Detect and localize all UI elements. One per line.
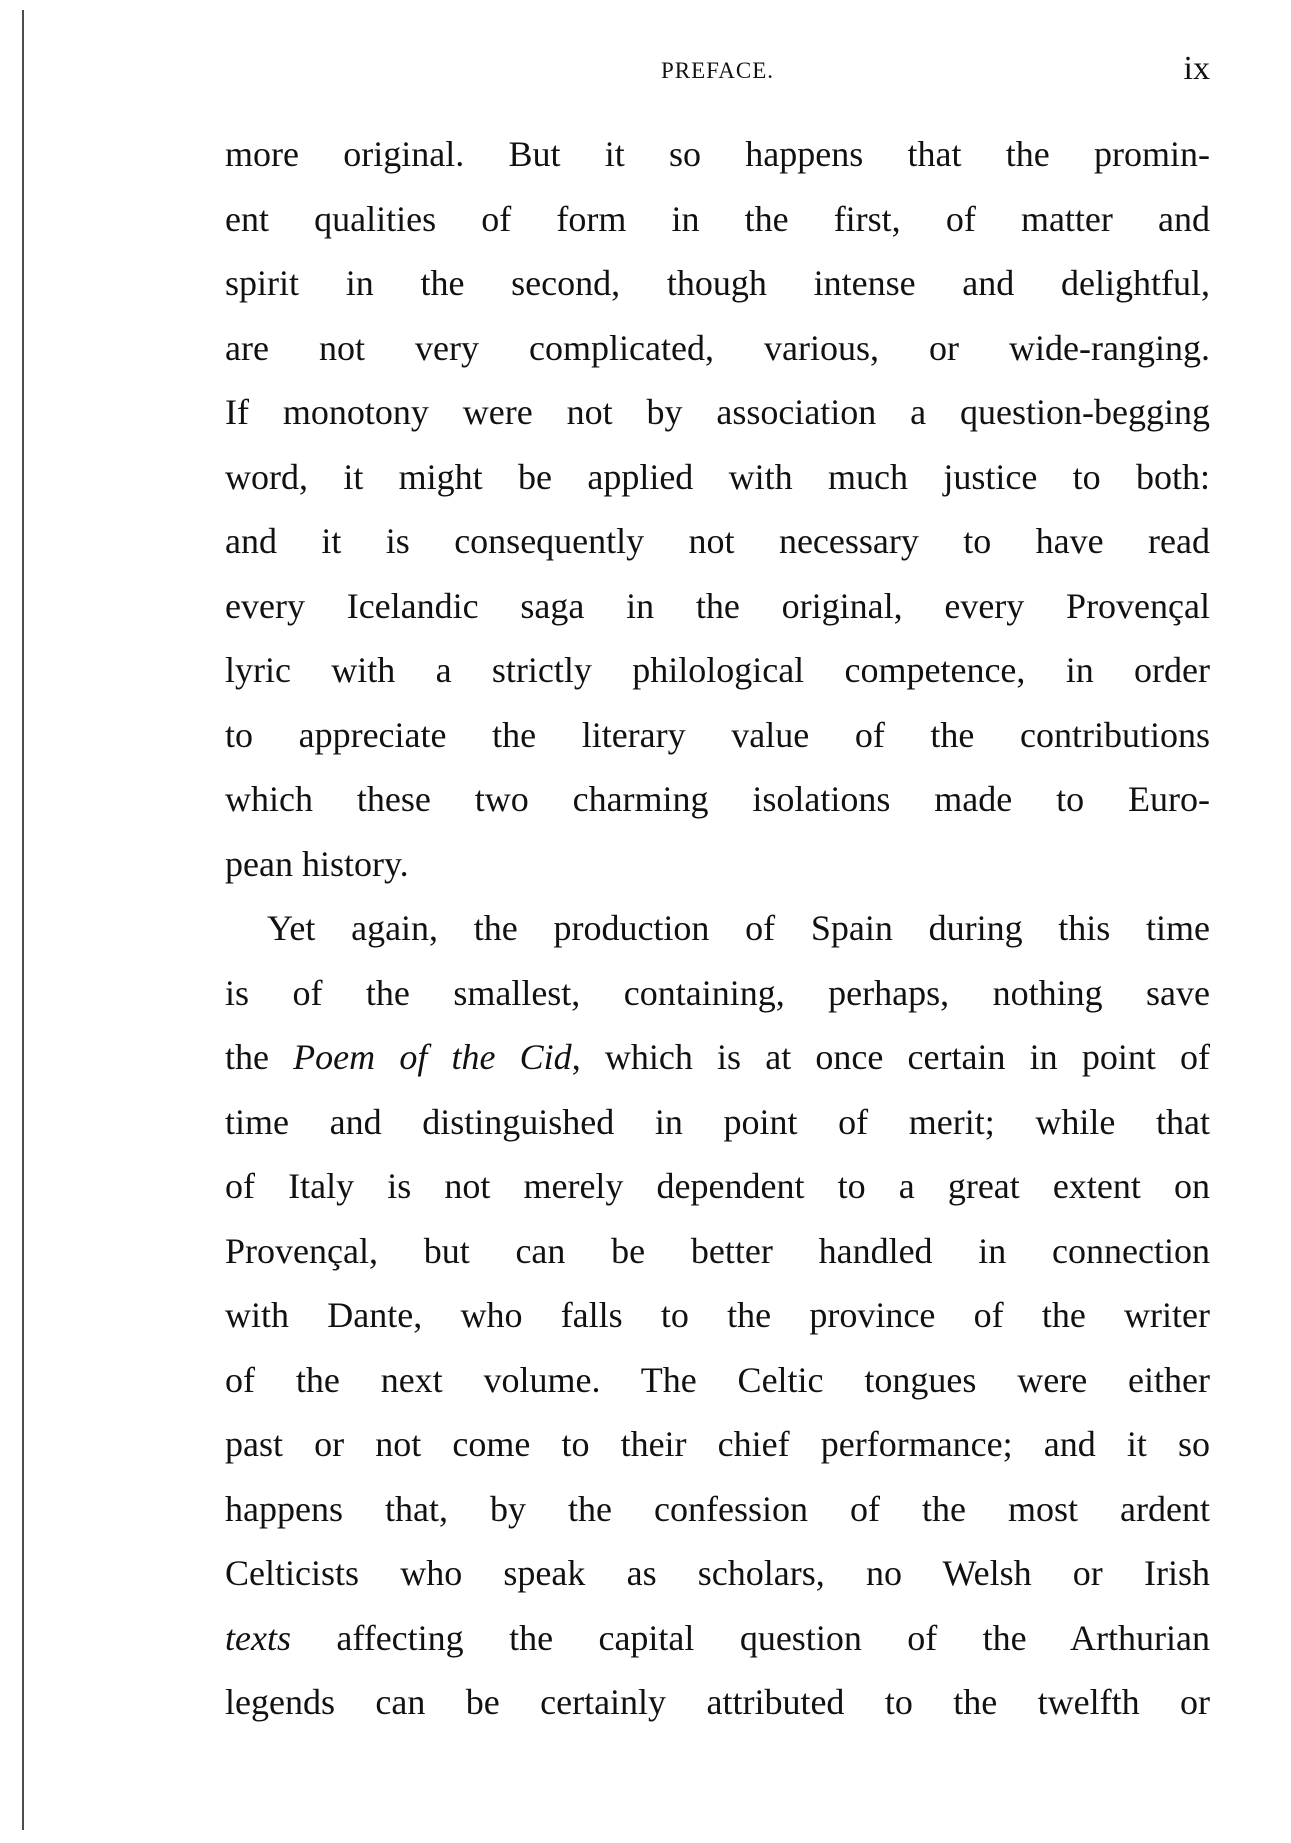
page-header xyxy=(225,50,1210,90)
text-line: past or not come to their chief performance; and it so xyxy=(225,1424,1210,1464)
text-line: happens that, by the confession of the most ardent xyxy=(225,1488,1210,1529)
text-line: and it is consequently not necessary to have read xyxy=(225,521,1210,561)
page-binding-edge xyxy=(22,10,24,1830)
text-line: Provençal, but can be better handled in connection xyxy=(225,1230,1210,1271)
text-line: Celticists who speak as scholars, no Welsh or Irish xyxy=(225,1553,1210,1593)
text-line: If monotony were not by association a question-begging xyxy=(225,392,1210,432)
text-line: is of the smallest, containing, perhaps, nothing save xyxy=(225,972,1210,1013)
paragraph xyxy=(225,122,1210,896)
text-segment: , which is at once certain in point of xyxy=(571,1037,1210,1077)
text-line: pean history. xyxy=(225,843,409,884)
text-line xyxy=(225,1025,1210,1090)
text-line: to appreciate the literary value of the contributions xyxy=(225,714,1210,755)
text-segment: the xyxy=(225,1037,294,1077)
text-line: of Italy is not merely dependent to a great extent on xyxy=(225,1166,1210,1206)
text-line: more original. But it so happens that the promin- xyxy=(225,134,1210,174)
text-segment: affecting the capital question of the Arthurian xyxy=(290,1617,1210,1658)
text-line: spirit in the second, though intense and delightful, xyxy=(225,263,1210,303)
text-line: which these two charming isolations made to Euro- xyxy=(225,779,1210,819)
text-line: lyric with a strictly philological competence, in order xyxy=(225,650,1210,690)
italic-title: texts xyxy=(225,1617,291,1658)
text-line: time and distinguished in point of merit; while that xyxy=(225,1101,1210,1142)
running-title: PREFACE. xyxy=(660,58,775,83)
text-line: ent qualities of form in the first, of matter and xyxy=(225,198,1210,239)
text-line: with Dante, who falls to the province of the writer xyxy=(225,1295,1210,1335)
text-line: are not very complicated, various, or wide-ranging. xyxy=(225,327,1210,368)
page-body xyxy=(225,122,1210,1735)
text-line: Yet again, the production of Spain during this time xyxy=(267,908,1210,948)
text-line: every Icelandic saga in the original, every Provençal xyxy=(225,585,1210,626)
text-line: legends can be certainly attributed to the twelfth or xyxy=(225,1682,1210,1722)
paragraph xyxy=(225,896,1210,1735)
italic-title: Poem of the Cid xyxy=(293,1037,572,1077)
text-line: of the next volume. The Celtic tongues were either xyxy=(225,1359,1210,1400)
text-line xyxy=(225,1606,1210,1671)
page-number: ix xyxy=(1183,50,1210,87)
text-line: word, it might be applied with much justice to both: xyxy=(225,456,1210,497)
